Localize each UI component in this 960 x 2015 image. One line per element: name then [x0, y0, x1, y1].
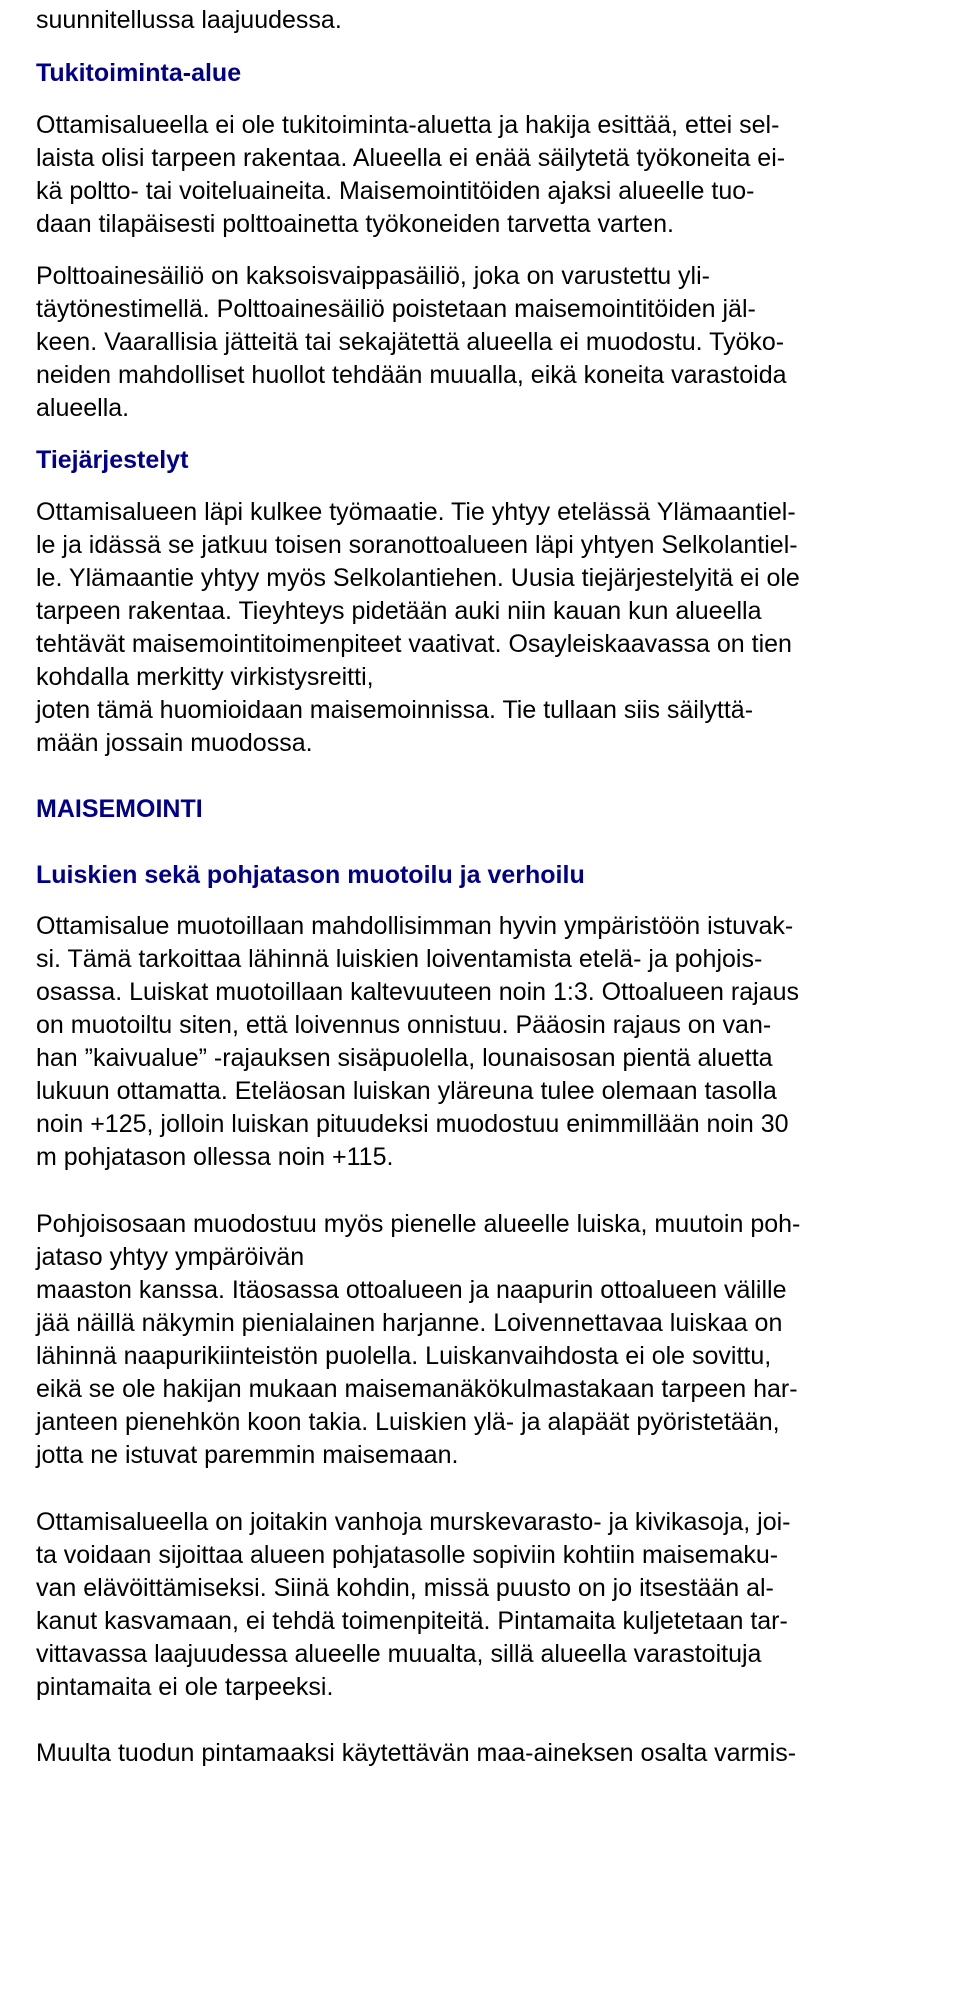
- intro-fragment: suunnitellussa laajuudessa.: [36, 6, 342, 34]
- text-line: kä poltto- tai voiteluaineita. Maisemointitöiden ajaksi alueelle tuo-: [36, 177, 755, 205]
- text-line: Ottamisalueella on joitakin vanhoja murskevarasto- ja kivikasoja, joi-: [36, 1508, 791, 1536]
- text-line: jotta ne istuvat paremmin maisemaan.: [36, 1441, 459, 1469]
- text-line: Ottamisalueella ei ole tukitoiminta-aluetta ja hakija esittää, ettei sel-: [36, 111, 780, 139]
- text-line: jataso yhtyy ympäröivän: [36, 1243, 305, 1271]
- text-line: tehtävät maisemointitoimenpiteet vaativat. Osayleiskaavassa on tien: [36, 630, 792, 658]
- text-line: alueella.: [36, 394, 130, 422]
- text-line: ta voidaan sijoittaa alueen pohjatasolle sopiviin kohtiin maisemaku-: [36, 1541, 779, 1569]
- text-line: noin +125, jolloin luiskan pituudeksi muodostuu enimmillään noin 30: [36, 1110, 789, 1138]
- text-line: m pohjatason ollessa noin +115.: [36, 1143, 394, 1171]
- text-line: Polttoainesäiliö on kaksoisvaippasäiliö, joka on varustettu yli-: [36, 262, 710, 290]
- text-line: Ottamisalue muotoillaan mahdollisimman hyvin ympäristöön istuvak-: [36, 912, 794, 940]
- text-line: le ja idässä se jatkuu toisen soranottoalueen läpi yhtyen Selkolantiel-: [36, 531, 798, 559]
- text-line: pintamaita ei ole tarpeeksi.: [36, 1673, 334, 1701]
- text-line: mään jossain muodossa.: [36, 729, 313, 757]
- text-line: joten tämä huomioidaan maisemoinnissa. Tie tullaan siis säilyttä-: [36, 696, 754, 724]
- text-line: tarpeen rakentaa. Tieyhteys pidetään auki niin kauan kun alueella: [36, 597, 762, 625]
- text-line: Pohjoisosaan muodostuu myös pienelle alueelle luiska, muutoin poh-: [36, 1210, 801, 1238]
- text-line: daan tilapäisesti polttoainetta työkoneiden tarvetta varten.: [36, 210, 674, 238]
- text-line: täytönestimellä. Polttoainesäiliö poistetaan maisemointitöiden jäl-: [36, 295, 756, 323]
- section-heading-luiskien: Luiskien sekä pohjatason muotoilu ja verhoilu: [36, 861, 585, 889]
- text-line: le. Ylämaantie yhtyy myös Selkolantiehen. Uusia tiejärjestelyitä ei ole: [36, 564, 800, 592]
- text-line: laista olisi tarpeen rakentaa. Alueella ei enää säilytetä työkoneita ei-: [36, 144, 786, 172]
- text-line: maaston kanssa. Itäosassa ottoalueen ja naapurin ottoalueen välille: [36, 1276, 787, 1304]
- text-line: si. Tämä tarkoittaa lähinnä luiskien loiventamista etelä- ja pohjois-: [36, 945, 763, 973]
- text-line: Ottamisalueen läpi kulkee työmaatie. Tie yhtyy etelässä Ylämaantiel-: [36, 498, 796, 526]
- text-line: lähinnä naapurikiinteistön puolella. Luiskanvaihdosta ei ole sovittu,: [36, 1342, 772, 1370]
- text-line: lukuun ottamatta. Eteläosan luiskan yläreuna tulee olemaan tasolla: [36, 1077, 777, 1105]
- text-line: jää näillä näkymin pienialainen harjanne. Loivennettavaa luiskaa on: [36, 1309, 783, 1337]
- text-line: van elävöittämiseksi. Siinä kohdin, missä puusto on jo itsestään al-: [36, 1574, 774, 1602]
- text-line: neiden mahdolliset huollot tehdään muualla, eikä koneita varastoida: [36, 361, 787, 389]
- text-line: kohdalla merkitty virkistysreitti,: [36, 663, 374, 691]
- section-heading-tiejarjestelyt: Tiejärjestelyt: [36, 446, 189, 474]
- text-line: vittavassa laajuudessa alueelle muualta, sillä alueella varastoituja: [36, 1640, 762, 1668]
- text-line: janteen pienehkön koon takia. Luiskien ylä- ja alapäät pyöristetään,: [36, 1408, 780, 1436]
- section-heading-maisemointi: MAISEMOINTI: [36, 795, 203, 823]
- text-line: osassa. Luiskat muotoillaan kaltevuuteen noin 1:3. Ottoalueen rajaus: [36, 978, 799, 1006]
- section-heading-tukitoiminta: Tukitoiminta-alue: [36, 59, 242, 87]
- text-line: eikä se ole hakijan mukaan maisemanäkökulmastakaan tarpeen har-: [36, 1375, 798, 1403]
- text-line: Muulta tuodun pintamaaksi käytettävän maa-aineksen osalta varmis-: [36, 1739, 797, 1767]
- text-line: keen. Vaarallisia jätteitä tai sekajätettä alueella ei muodostu. Työko-: [36, 328, 785, 356]
- text-line: han ”kaivualue” -rajauksen sisäpuolella, lounaisosan pientä aluetta: [36, 1044, 773, 1072]
- text-line: kanut kasvamaan, ei tehdä toimenpiteitä. Pintamaita kuljetetaan tar-: [36, 1607, 788, 1635]
- text-line: on muotoiltu siten, että loivennus onnistuu. Pääosin rajaus on van-: [36, 1011, 772, 1039]
